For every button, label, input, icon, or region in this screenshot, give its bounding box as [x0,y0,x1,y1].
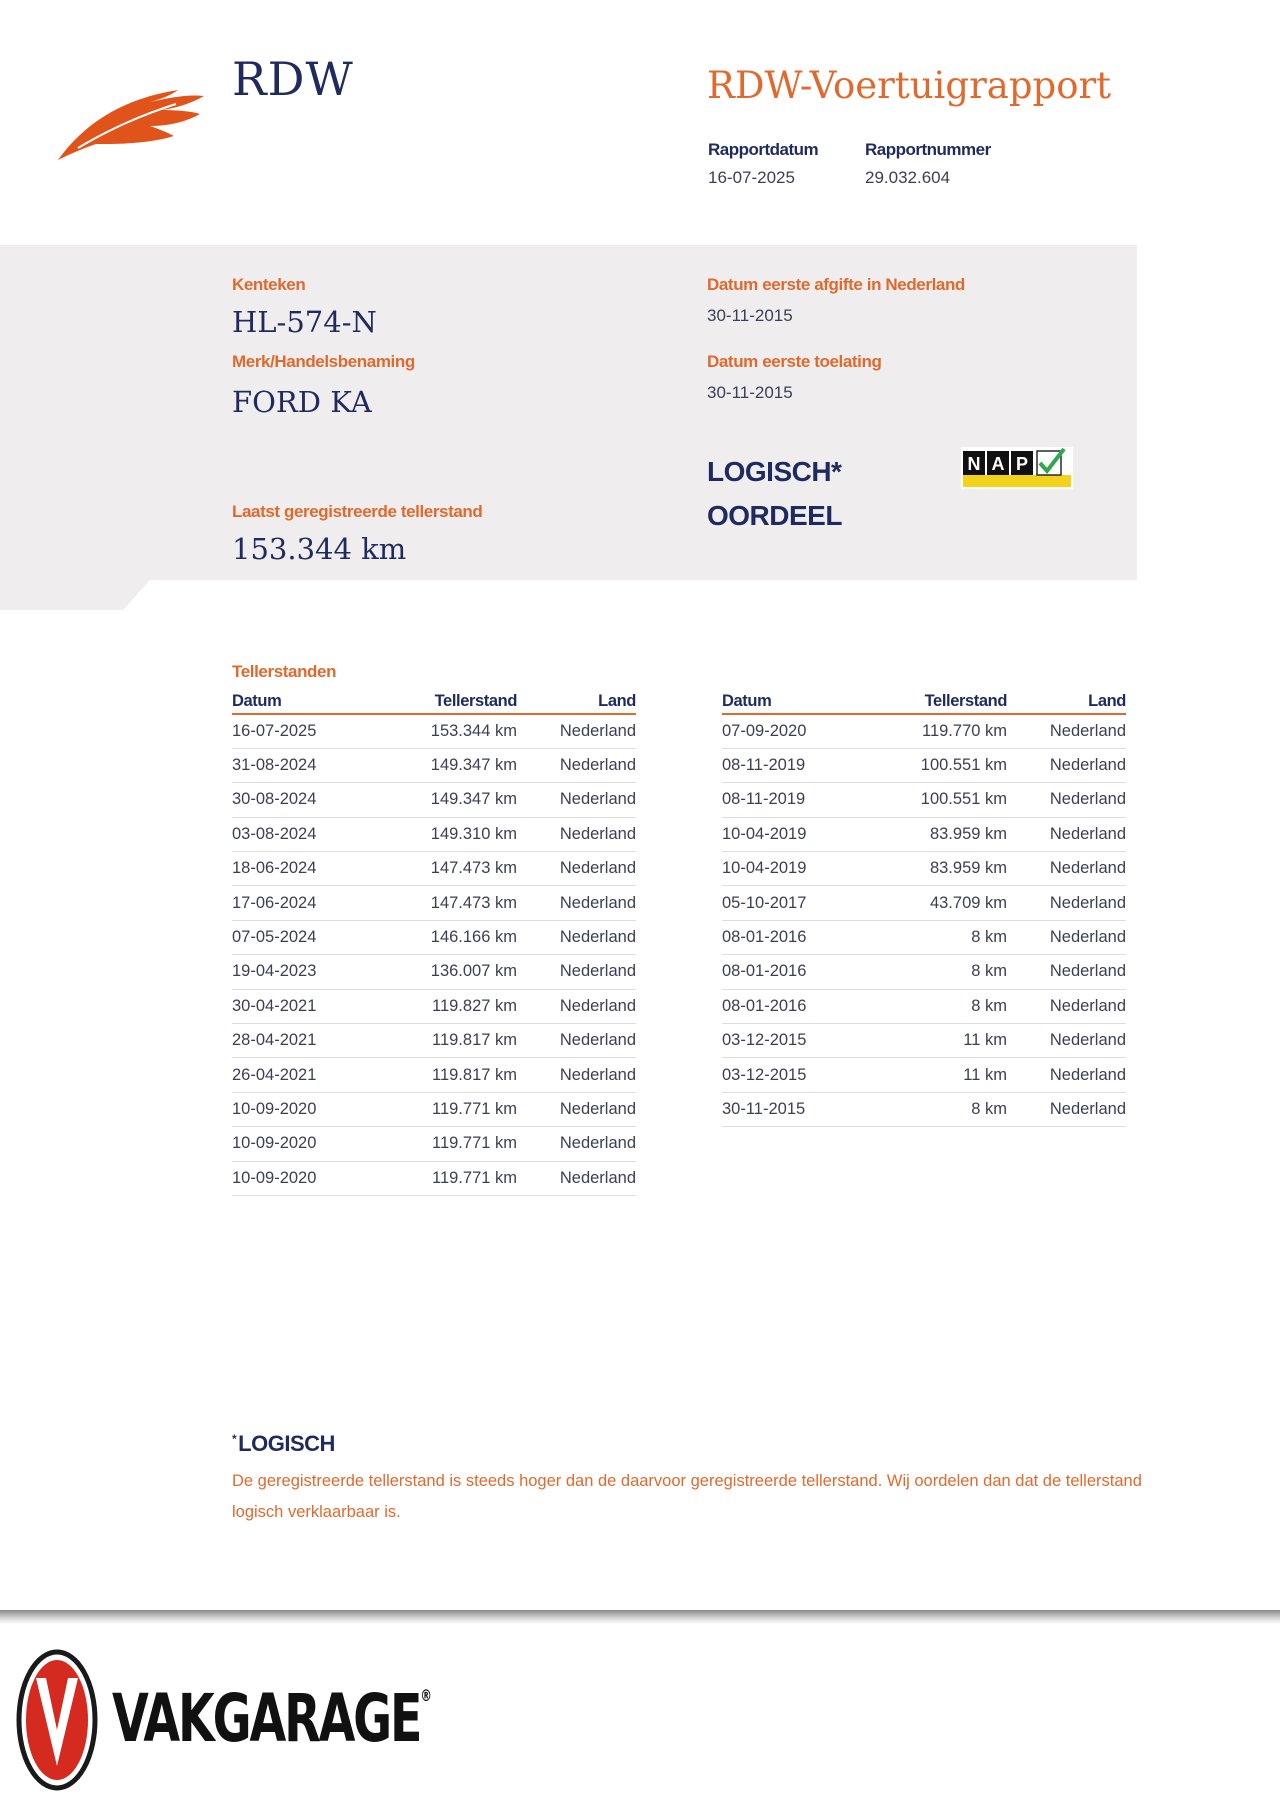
nap-check-logo-icon [961,447,1073,489]
cell-country: Nederland [1007,1058,1126,1092]
rdw-feather-logo-icon [58,82,208,162]
cell-reading: 119.827 km [377,989,517,1023]
vehicle-info-panel [0,245,1137,610]
cell-reading: 83.959 km [867,852,1007,886]
cell-reading: 147.473 km [377,886,517,920]
cell-date: 19-04-2023 [232,955,377,989]
report-date-block [708,140,818,188]
cell-reading: 83.959 km [867,817,1007,851]
make-label: Merk/Handelsbenaming [232,352,415,371]
cell-country: Nederland [1007,817,1126,851]
cell-country: Nederland [517,1161,636,1195]
table-row [232,714,636,748]
table-row [232,1127,636,1161]
table-row [232,955,636,989]
cell-reading: 100.551 km [867,748,1007,782]
plate-label: Kenteken [232,275,306,294]
table-row [722,714,1126,748]
odometer-table-left [232,690,636,1196]
org-name: RDW [232,52,354,106]
cell-country: Nederland [517,989,636,1023]
cell-reading: 149.347 km [377,748,517,782]
table-row [722,886,1126,920]
cell-country: Nederland [1007,1092,1126,1126]
table-row [722,1024,1126,1058]
cell-country: Nederland [517,748,636,782]
cell-reading: 149.310 km [377,817,517,851]
cell-country: Nederland [517,714,636,748]
cell-reading: 153.344 km [377,714,517,748]
report-date-label: Rapportdatum [708,140,819,159]
cell-date: 10-04-2019 [722,817,867,851]
cell-country: Nederland [1007,920,1126,954]
table-row [232,852,636,886]
odometer-label: Laatst geregistreerde tellerstand [232,502,483,521]
report-number-value: 29.032.604 [865,168,951,187]
cell-country: Nederland [1007,955,1126,989]
cell-reading: 149.347 km [377,783,517,817]
odometer-table-right [722,690,1126,1127]
cell-reading: 8 km [867,989,1007,1023]
footer-divider [0,1610,1280,1624]
footnote-title [232,1431,335,1457]
table-row [232,817,636,851]
cell-country: Nederland [1007,783,1126,817]
cell-reading: 119.817 km [377,1024,517,1058]
cell-date: 07-09-2020 [722,714,867,748]
first-issue-value: 30-11-2015 [707,306,793,325]
odometer-value: 153.344 km [232,532,407,566]
make-value: FORD KA [232,385,372,419]
vakgarage-shield-logo-icon [16,1648,98,1792]
footnote-marker: * [232,1432,237,1446]
report-date-value: 16-07-2025 [708,168,795,187]
col-header-reading: Tellerstand [867,690,1007,714]
table-row [232,783,636,817]
cell-reading: 11 km [867,1024,1007,1058]
cell-reading: 8 km [867,1092,1007,1126]
cell-reading: 119.771 km [377,1092,517,1126]
cell-country: Nederland [517,920,636,954]
table-row [232,886,636,920]
cell-country: Nederland [517,1058,636,1092]
cell-reading: 8 km [867,920,1007,954]
cell-date: 07-05-2024 [232,920,377,954]
report-number-label: Rapportnummer [865,140,991,159]
verdict-line-2: OORDEEL [707,500,842,531]
table-header-row [232,690,636,714]
table-row [232,1092,636,1126]
cell-date: 10-09-2020 [232,1161,377,1195]
table-row [722,989,1126,1023]
footnote-title-text: LOGISCH [238,1431,335,1456]
cell-reading: 119.771 km [377,1127,517,1161]
cell-date: 30-08-2024 [232,783,377,817]
cell-country: Nederland [517,783,636,817]
table-row [232,1161,636,1195]
odometer-history-title: Tellerstanden [232,662,337,681]
nap-verdict [707,450,842,538]
cell-reading: 8 km [867,955,1007,989]
cell-reading: 119.817 km [377,1058,517,1092]
cell-date: 08-01-2016 [722,920,867,954]
cell-country: Nederland [517,1024,636,1058]
col-header-country: Land [517,690,636,714]
cell-date: 17-06-2024 [232,886,377,920]
table-row [232,920,636,954]
cell-reading: 11 km [867,1058,1007,1092]
cell-country: Nederland [517,886,636,920]
table-row [722,817,1126,851]
table-row [232,748,636,782]
cell-country: Nederland [517,817,636,851]
report-title: RDW-Voertuigrapport [707,64,1112,107]
table-row [722,1058,1126,1092]
cell-reading: 147.473 km [377,852,517,886]
table-row [722,955,1126,989]
cell-date: 28-04-2021 [232,1024,377,1058]
cell-date: 08-11-2019 [722,783,867,817]
cell-date: 05-10-2017 [722,886,867,920]
table-row [232,1024,636,1058]
vakgarage-brand-mark: ® [420,1686,430,1705]
cell-date: 08-01-2016 [722,989,867,1023]
cell-reading: 100.551 km [867,783,1007,817]
cell-date: 10-09-2020 [232,1092,377,1126]
verdict-line-1: LOGISCH* [707,456,842,487]
cell-country: Nederland [1007,714,1126,748]
cell-reading: 119.771 km [377,1161,517,1195]
cell-country: Nederland [1007,852,1126,886]
table-row [722,783,1126,817]
report-number-block [865,140,991,188]
vakgarage-brand-name: VAKGARAGE [112,1680,421,1757]
cell-date: 10-09-2020 [232,1127,377,1161]
table-row [722,1092,1126,1126]
table-row [722,852,1126,886]
col-header-reading: Tellerstand [377,690,517,714]
col-header-date: Datum [722,690,867,714]
first-admission-value: 30-11-2015 [707,383,793,402]
cell-date: 03-08-2024 [232,817,377,851]
cell-date: 08-11-2019 [722,748,867,782]
cell-country: Nederland [517,852,636,886]
table-header-row [722,690,1126,714]
first-issue-label: Datum eerste afgifte in Nederland [707,275,965,294]
nap-letter-p: P [1015,454,1029,474]
cell-date: 08-01-2016 [722,955,867,989]
nap-letter-n: N [967,454,981,474]
table-row [722,920,1126,954]
table-row [232,1058,636,1092]
cell-country: Nederland [1007,886,1126,920]
footnote-text: De geregistreerde tellerstand is steeds hoger dan de daarvoor geregistreerde tellerstand. Wij oordelen dan dat de tellerstand logisch verklaarbaar is. [232,1472,1142,1521]
nap-letter-a: A [991,454,1005,474]
plate-value: HL-574-N [232,305,377,339]
cell-date: 18-06-2024 [232,852,377,886]
first-admission-label: Datum eerste toelating [707,352,882,371]
cell-date: 26-04-2021 [232,1058,377,1092]
cell-country: Nederland [517,1092,636,1126]
col-header-country: Land [1007,690,1126,714]
cell-date: 03-12-2015 [722,1058,867,1092]
col-header-date: Datum [232,690,377,714]
table-row [232,989,636,1023]
cell-date: 30-11-2015 [722,1092,867,1126]
cell-country: Nederland [517,955,636,989]
cell-date: 16-07-2025 [232,714,377,748]
cell-country: Nederland [517,1127,636,1161]
cell-date: 03-12-2015 [722,1024,867,1058]
cell-date: 10-04-2019 [722,852,867,886]
table-row [722,748,1126,782]
cell-country: Nederland [1007,748,1126,782]
cell-country: Nederland [1007,989,1126,1023]
cell-date: 30-04-2021 [232,989,377,1023]
cell-date: 31-08-2024 [232,748,377,782]
vakgarage-brand [112,1680,430,1757]
cell-reading: 136.007 km [377,955,517,989]
cell-reading: 146.166 km [377,920,517,954]
cell-country: Nederland [1007,1024,1126,1058]
cell-reading: 119.770 km [867,714,1007,748]
cell-reading: 43.709 km [867,886,1007,920]
